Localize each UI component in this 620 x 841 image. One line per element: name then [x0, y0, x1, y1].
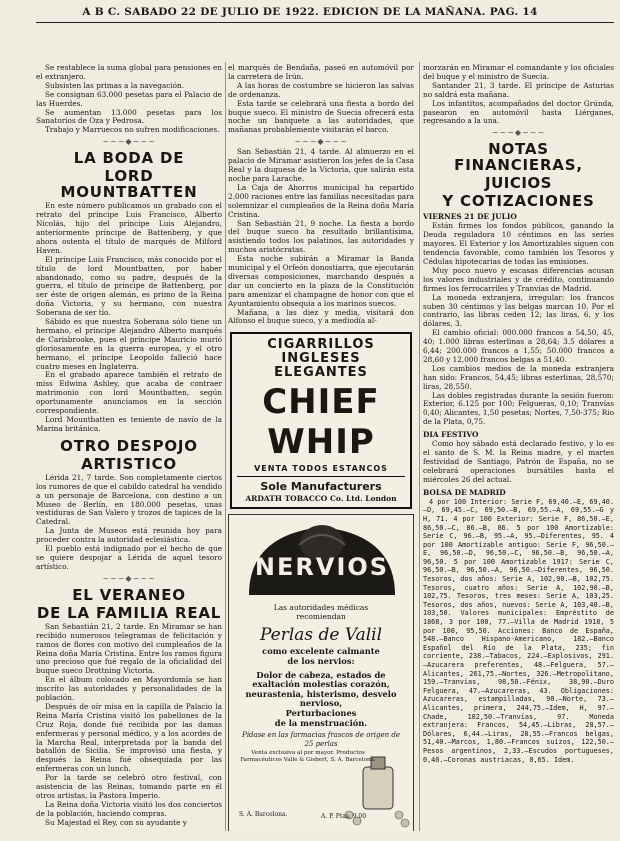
- paragraph: Sábido es que nuestra Soberana sólo tiene un hermano, el príncipe Alejandro Alberto marqués de Carisbrooke, pues el príncipe Mauricio murió gloriosamente en la guerra europea, y el otro hermano, el príncipe Leopoldo falleció hace cuatro meses en Inglaterra.: [36, 317, 222, 371]
- column-2: [228, 64, 414, 831]
- ad-fine-print: S. A. Barcelona.: [239, 811, 288, 819]
- product-name: Perlas de Valil: [259, 625, 383, 646]
- ad-line: recomiendan: [296, 612, 346, 622]
- paragraph: San Sebastián 21, 2 tarde. En Miramar se han recibido numerosos telegramas de felicitación y ramos de flores con motivo del cumpleaños de la Reina doña María Cristina. Entre los ramos figura uno precioso que fué regalo de la oficialidad del buque sueco Drottning Victoria.: [36, 621, 222, 676]
- paragraph: El cambio oficial: 000.000 francos a 54,50, 45, 40; 1.000 libras esterlinas a 28,64; 3.5 dólares a 6,44; 200.000 francos a 1,55; 50.000 francos a 28,60 y 12,000 francos belgas a 51,40.: [423, 328, 614, 364]
- section-ornament-icon: ~~~◆~~~: [102, 137, 156, 147]
- paragraph: Mañana, a las diez y media, visitará don Alfonso el buque sueco, y a mediodía al-: [228, 307, 414, 326]
- paragraph: En este número publicamos un grabado con el retrato del príncipe Luis Francisco, Alberto Nicolás, hijo del príncipe Luis Alejandro, anteriormente príncipe de Battenberg, y que ahora ostenta el título de marqués de Milford Haven.: [36, 201, 222, 255]
- ad-line: CIGARRILLOS INGLESES: [267, 337, 375, 367]
- ad-fine-print: Venta exclusiva al por mayor. Productos Farmacéuticos Valle & Gisbert, S. A. Barcelona.: [240, 749, 376, 763]
- paragraph: La Caja de Ahorros municipal ha repartido 2.000 raciones entre las familias necesitadas para solemnizar el cumpleaños de la Reina doña María Cristina.: [228, 182, 414, 219]
- paragraph: Esta noche subirán a Miramar la Banda municipal y el Orfeón donostiarra, que ejecutarán diversas composiciones, marchando después a dar un concierto en la plaza de la Constitución para amenizar el champagne de honor con que el Ayuntamiento obsequia a los marinos suecos.: [228, 254, 414, 308]
- ad-line: Perturbaciones: [285, 707, 357, 718]
- paragraph: La moneda extranjera, irregular: los francos suben 30 céntimos y las belgas marcan 10. Por el contrario, las libras ceden 12; las liras, 6, y los dólares, 3.: [423, 292, 614, 329]
- paragraph: Santander 21, 3 tarde. El príncipe de Asturias no saldrá esta mañana.: [423, 80, 614, 99]
- paragraph: Trabajo y Marruecos no sufren modificaciones.: [45, 125, 220, 135]
- paragraph: Los infantitos, acompañados del doctor Grúnda, pasearon en automóvil hasta Liérganes, regresando a la una.: [423, 98, 614, 126]
- headline: LA BODA DE: [73, 149, 185, 168]
- page-header: A B C. SABADO 22 DE JULIO DE 1922. EDICION DE LA MAÑANA. PAG. 14: [82, 6, 538, 18]
- paragraph: Lérida 21, 7 tarde. Son completamente ciertos los rumores de que el cabildo catedral ha vendido a un personaje de Barcelona, con destino a un Museo de Berlín, en 180.000 pesetas, unas vestiduras de San Valero y trozos de tapices de la Catedral.: [36, 472, 222, 527]
- ad-line: Dolor de cabeza, estados de exaltación molestias corazón, neurastenia, histerismo, desvelo nervioso,: [245, 669, 397, 709]
- headline: Y COTIZACIONES: [442, 192, 595, 211]
- paragraph: Están firmes los fondos públicos, ganando la Deuda reguladora 10 céntimos en las series mayores. El Exterior y los Amortizables siguen con tendencia favorable, como también los Tesoros y Cédulas hipotecarias de todas las emisiones.: [423, 221, 614, 266]
- column-1: [36, 64, 222, 831]
- paragraph: Muy poco nuevo y escasas diferencias acusan los valores industriales y de crédito, continuando firmes los ferrocarriles y Tranvías de Madrid.: [423, 265, 614, 293]
- paragraph: morzarán en Miramar el comandante y los oficiales del buque y el ministro de Suecia.: [423, 64, 614, 81]
- headline: OTRO DESPOJO: [60, 436, 198, 455]
- paragraph: Los cambios medios de la moneda extranjera han sido: Francos, 54,45; libras esterlinas, 28,570; liras, 28,550.: [423, 363, 614, 391]
- nervios-advertisement: [228, 514, 414, 831]
- chief-whip-advertisement: [230, 332, 412, 509]
- paragraph: En el grabado aparece también el retrato de miss Edwina Ashley, que acaba de contraer matrimonio con lord Mountbatten, según oportunamente anunciamos en la sección correspondiente.: [36, 370, 222, 416]
- paragraph: Por la tarde se celebró otro festival, con asistencia de las Reinas, tomando parte en él otros artistas, la Pastora Imperio.: [36, 773, 222, 800]
- section-subheading: BOLSA DE MADRID: [423, 487, 506, 497]
- paragraph: A las horas de costumbre se hicieron las salvas de ordenanza.: [228, 80, 414, 99]
- column-divider: [419, 62, 420, 831]
- headline: DE LA FAMILIA REAL: [36, 603, 222, 622]
- ad-line: ELEGANTES: [274, 365, 368, 381]
- ad-line: Las autoridades médicas: [273, 603, 369, 613]
- paragraph: La Reina doña Victoria visitó los dos conciertos de la población, haciendo compras.: [36, 799, 222, 818]
- ad-brand: NERVIOS: [254, 553, 390, 582]
- paragraph: Se aumentan 13.000 pesetas para los Sanatorios de Oza y Pedrosa.: [36, 107, 222, 126]
- ad-line: Pídase en las farmacias frascos de origen de 25 perlas: [241, 731, 401, 748]
- ad-line: de los nervios:: [287, 655, 355, 666]
- column-divider: [225, 62, 226, 831]
- section-subheading: DIA FESTIVO: [423, 430, 479, 440]
- paragraph: Como hoy sábado está declarado festivo, y lo es el santo de S. M. la Reina madre, y el martes festividad de Santiago, Patrón de España, no se celebrará operaciones bursátiles hasta el miércoles 26 del actual.: [423, 439, 614, 484]
- paragraph: El pueblo está indignado por el hecho de que se quiere despojar a Lérida de aquel tesoro artístico.: [36, 544, 222, 571]
- ad-brand: CHIEF WHIP: [262, 382, 380, 463]
- paragraph: Después de oír misa en la capilla de Palacio la Reina María Cristina visitó los pabellones de la Cruz Roja, donde fué recibida por las damas enfermeras y personal médico, y a los acordes de la Marcha Real, interpretada por la banda del batallón de Sicilia. Se improvisó una fiesta, y después la Reina fué obsequiada por las enfermeras con un lunch.: [36, 701, 222, 774]
- paragraph: Subsisten las primas a la navegación.: [45, 80, 185, 90]
- paragraph: Esta tarde se celebrará una fiesta a bordo del buque sueco. El ministro de Suecia ofrecerá esta noche un banquete a las autoridades, que mañanas probablemente visitarán el barco.: [228, 98, 414, 135]
- paragraph: Se consignan 63.000 pesetas para el Palacio de las Huerdes.: [36, 89, 222, 108]
- paragraph: Se restablece la suma global para pensiones en el extranjero.: [36, 64, 222, 81]
- ad-fine-print: A. P. Ptas. 9.00: [321, 813, 367, 821]
- ad-line: VENTA TODOS ESTANCOS: [254, 464, 388, 474]
- section-ornament-icon: ~~~◆~~~: [102, 573, 156, 583]
- headline: LORD MOUNTBATTEN: [60, 167, 198, 202]
- paragraph: San Sebastián 21, 4 tarde. Al almuerzo en el palacio de Miramar asistieron los jefes de la Casa Real y la duquesa de la Victoria, que salirán esta noche para Larache.: [228, 147, 414, 183]
- ad-divider: [237, 476, 405, 477]
- section-date: VIERNES 21 DE JULIO: [423, 212, 517, 222]
- ad-line: Sole Manufacturers: [260, 480, 382, 494]
- section-ornament-icon: ~~~◆~~~: [491, 128, 546, 138]
- headline: EL VERANEO: [72, 585, 186, 604]
- paragraph: Su Majestad el Rey, con su ayudante y: [45, 817, 187, 827]
- paragraph: San Sebastián 21, 9 noche. La fiesta a bordo del buque sueco ha resultado brillantísima, asistiendo todos los palatinos, las autoridades y muchos aristócratas.: [228, 218, 414, 255]
- paragraph: En el álbum colocado en Mayordomía se han inscrito las autoridades y personalidades de la población.: [36, 675, 222, 703]
- column-3: [423, 64, 614, 831]
- headline: ARTISTICO: [81, 454, 177, 473]
- paragraph: Las dobles registradas durante la sesión fueron: Exterior, 6.125 por 100; Felgueras, 0,10; Tranvías 0,40; Alicantes, 1,50 pesetas; Nortes, 7,50-375; Río de la Plata, 0,75.: [423, 390, 614, 427]
- ad-line: como excelente calmante: [262, 646, 380, 657]
- stock-quotes: 4 por 100 Interior: Serie F, 69,40.—E, 69,40.—D, 69,45.—C, 69,50.—B, 69,55.—A, 69,55.—G y H, 71. 4 por 100 Exterior: Serie F, 86,50.—E, 86,50.—C, 86.—B, 86. 5 por 100 Amortizable: Serie C, 96.—B, 95.—A, 95.—Diferentes, 95. 4 por 100 Amortizable antiguo: Serie F, 96,50.—E, 96,50.—D, 96,50.—C, 96,50.—B, 96,50.—A, 96,50. 5 por 100 Amortizable 1917: Serie C, 96,50.—B, 96,50.—A, 96,50.—Diferentes, 96,50. Tesoros, dos años: Serie A, 102,90.—B, 102,75. Tesoros, cuatro años: Serie A, 102,90.—B, 102,75. Tesoros, tres meses: Serie A, 103,25. Tesoros, dos años, nuevos: Serie A, 103,40.—B, 103,50. Valores municipales: Empréstito de 1868, 3 por 100, 77.—Villa de Madrid 1918, 5 por 100, 95,50. Acciones: Banco de España, 548.—Banco Hispano-Americano, 182.—Banco Español del Río de la Plata, 235; fin corriente, 238.—Tabacos, 224.—Explosivos, 291.—Azucarera preferentes, 48.—Felguera, 57.—Alicantes, 261,75.—Nortes, 326.—Metropolitano, 159.—Tranvías, 98,50.—Fénix, 38,90.—Duro Felguera, 47.—Azucareras, 43. Obligaciones: Azucareras, estampilladas, 90.—Norte, 73.—Alicantes, primera, 244,75.—Idem, H, 97.—Chade, 102,50.—Tranvías, 97. Moneda extranjera: Francos, 54,45.—Libras, 28,57.—Dólares, 6,44.—Liras, 28,55.—Francos belgas, 51,40.—Marcos, 1,80.—Francos suizos, 122,50.—Pesos argentinos, 2,33.—Escudos portugueses, 0,40.—Coronas austriacas, 0,65. Idem.: [423, 497, 614, 764]
- paragraph: Lord Mountbatten es teniente de navío de la Marina británica.: [36, 415, 222, 433]
- header-rule: [36, 22, 614, 23]
- paragraph: el marqués de Bendaña, paseó en automóvil por la carretera de Irún.: [228, 64, 414, 81]
- ad-line: de la menstruación.: [274, 717, 368, 728]
- headline: NOTAS FINANCIERAS,: [454, 140, 583, 175]
- paragraph: El príncipe Luis Francisco, más conocido por el título de lord Mountbatten, por haber abandonado, como su padre, después de la guerra, el título de príncipe de Battenberg, por ser éste de origen alemán, es primo de la Reina doña Victoria, y su hermano, con nuestra Soberana de ser tío.: [36, 254, 222, 318]
- paragraph: La Junta de Museos está reunida hoy para proceder contra la autoridad eclesiástica.: [36, 526, 222, 545]
- perfume-bottle-icon: [363, 767, 393, 809]
- ad-line: ARDATH TOBACCO Co. Ltd. London: [245, 494, 397, 504]
- section-ornament-icon: ~~~◆~~~: [294, 137, 348, 147]
- headline: JUICIOS: [485, 174, 552, 193]
